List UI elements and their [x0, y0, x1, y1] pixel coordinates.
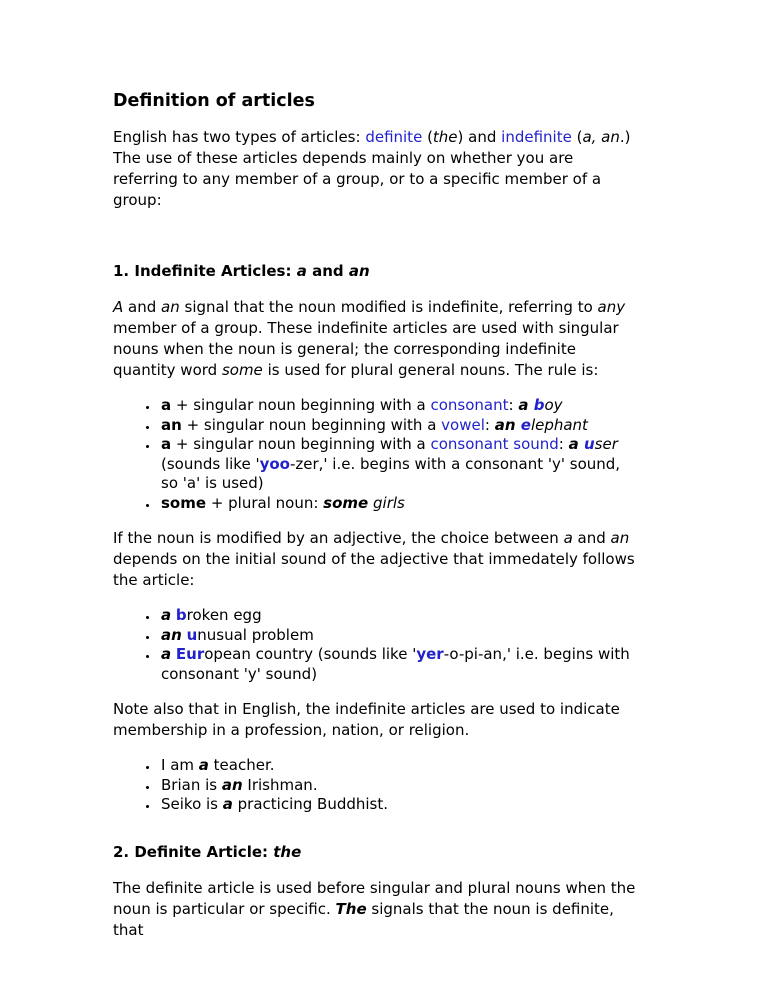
text-run: 1. Indefinite Articles: — [113, 262, 297, 280]
text-run: (sounds like ' — [161, 454, 260, 473]
text-run: yoo — [259, 454, 290, 473]
text-run: : — [508, 396, 519, 414]
text-run: ( — [571, 128, 583, 146]
list-item — [159, 606, 641, 626]
text-run: : — [484, 415, 495, 434]
paragraph — [113, 297, 641, 381]
list-item — [159, 396, 641, 416]
text-run: 2. Definite Article: — [113, 842, 274, 861]
document-content — [113, 90, 641, 956]
text-run: Seiko is — [161, 795, 223, 813]
bullet-list — [113, 396, 641, 513]
text-run: a — [198, 756, 209, 774]
text-run: ser — [594, 435, 618, 453]
text-run: -o-pi-an,' i.e. begins with consonant 'y' sound) — [161, 645, 630, 683]
text-run: girls — [373, 493, 405, 512]
text-run: + singular noun beginning with a — [181, 415, 442, 434]
text-run: nusual problem — [197, 625, 314, 644]
text-run: yer — [416, 645, 444, 663]
section-heading — [113, 842, 641, 863]
text-run: u — [583, 435, 595, 453]
text-run: and — [306, 262, 349, 280]
document-title — [113, 90, 641, 112]
text-run: an — [161, 625, 182, 644]
text-run: A — [113, 298, 124, 316]
text-run: b — [175, 606, 187, 624]
text-run: Definition of articles — [113, 91, 315, 111]
paragraph — [113, 127, 641, 211]
text-run: : — [558, 435, 569, 453]
text-run: Note also that in English, the indefinite articles are used to indicate membership in a profession, nation, or religion. — [113, 700, 620, 739]
text-run: a, an — [582, 128, 620, 146]
text-run: + singular noun beginning with a — [171, 396, 431, 414]
text-run: a — [518, 396, 534, 414]
list-item — [159, 416, 641, 436]
text-run: some — [323, 493, 369, 512]
list-item — [159, 494, 641, 514]
text-run: consonant — [430, 396, 509, 414]
list-item — [159, 626, 641, 646]
text-run: ( — [422, 128, 433, 146]
text-run: + singular noun beginning with a — [171, 435, 431, 453]
text-run: English has two types of articles: — [113, 128, 366, 146]
text-run: a — [568, 435, 584, 453]
list-item — [159, 756, 641, 776]
text-run: practicing Buddhist. — [232, 795, 389, 813]
text-run: The definite article is used before singular and plural nouns when the noun is particular or specific. — [113, 878, 636, 918]
text-run: .) The use of these articles depends mainly on whether you are referring to any member of a group, or to a specific member of a group: — [113, 128, 631, 209]
text-run: some — [221, 361, 263, 379]
list-item — [159, 795, 641, 815]
text-run: and — [572, 529, 611, 547]
text-run: an — [161, 415, 182, 434]
text-run: some — [161, 493, 207, 512]
text-run: a — [161, 396, 172, 414]
text-run: the — [432, 128, 458, 146]
text-run: any — [597, 298, 626, 316]
list-item — [159, 645, 641, 684]
text-run: vowel — [441, 415, 485, 434]
text-run: an — [348, 262, 370, 280]
text-run: ) and — [457, 128, 502, 146]
text-run: Irishman. — [242, 775, 318, 794]
text-run: a — [222, 795, 233, 813]
text-run: an — [221, 775, 243, 794]
text-run: a — [563, 529, 573, 547]
text-run: oy — [544, 396, 563, 414]
text-run: u — [186, 625, 198, 644]
text-run: an — [610, 529, 630, 547]
text-run: Eur — [175, 645, 205, 663]
text-run: consonant sound — [430, 435, 559, 453]
paragraph — [113, 528, 641, 591]
text-run: a — [161, 645, 172, 663]
text-run: signals that the noun is definite, that — [113, 899, 614, 939]
text-run: and — [123, 298, 162, 316]
text-run: an — [161, 298, 180, 316]
paragraph — [113, 878, 641, 941]
text-run: is used for plural general nouns. The rule is: — [262, 361, 599, 379]
section-heading — [113, 261, 641, 282]
text-run: the — [273, 842, 302, 861]
text-run: a — [161, 606, 172, 624]
text-run: a — [296, 262, 307, 280]
text-run: a — [161, 435, 172, 453]
paragraph — [113, 699, 641, 741]
text-run: teacher. — [208, 756, 275, 774]
text-run: an — [494, 415, 521, 434]
text-run: Brian is — [161, 775, 222, 794]
text-run: + plural noun: — [206, 493, 324, 512]
list-item — [159, 776, 641, 796]
text-run: b — [533, 396, 545, 414]
text-run: If the noun is modified by an adjective, the choice between — [113, 529, 564, 547]
bullet-list — [113, 606, 641, 684]
text-run: depends on the initial sound of the adjective that immedately follows the article: — [113, 550, 635, 589]
text-run: e — [520, 415, 531, 434]
text-run: roken egg — [186, 606, 262, 624]
text-run: opean country (sounds like ' — [204, 645, 417, 663]
text-run: I am — [161, 756, 199, 774]
list-item — [159, 435, 641, 494]
text-run: lephant — [530, 415, 588, 434]
text-run: -zer,' i.e. begins with a consonant 'y' sound, so 'a' is used) — [161, 454, 621, 492]
text-run: The — [335, 899, 367, 918]
text-run: definite — [365, 128, 423, 146]
text-run: signal that the noun modified is indefinite, referring to — [179, 298, 598, 316]
bullet-list — [113, 756, 641, 815]
text-run: member of a group. These indefinite articles are used with singular nouns when the noun is general; the corresponding indefinite quantity word — [113, 319, 619, 379]
text-run: indefinite — [501, 128, 572, 146]
